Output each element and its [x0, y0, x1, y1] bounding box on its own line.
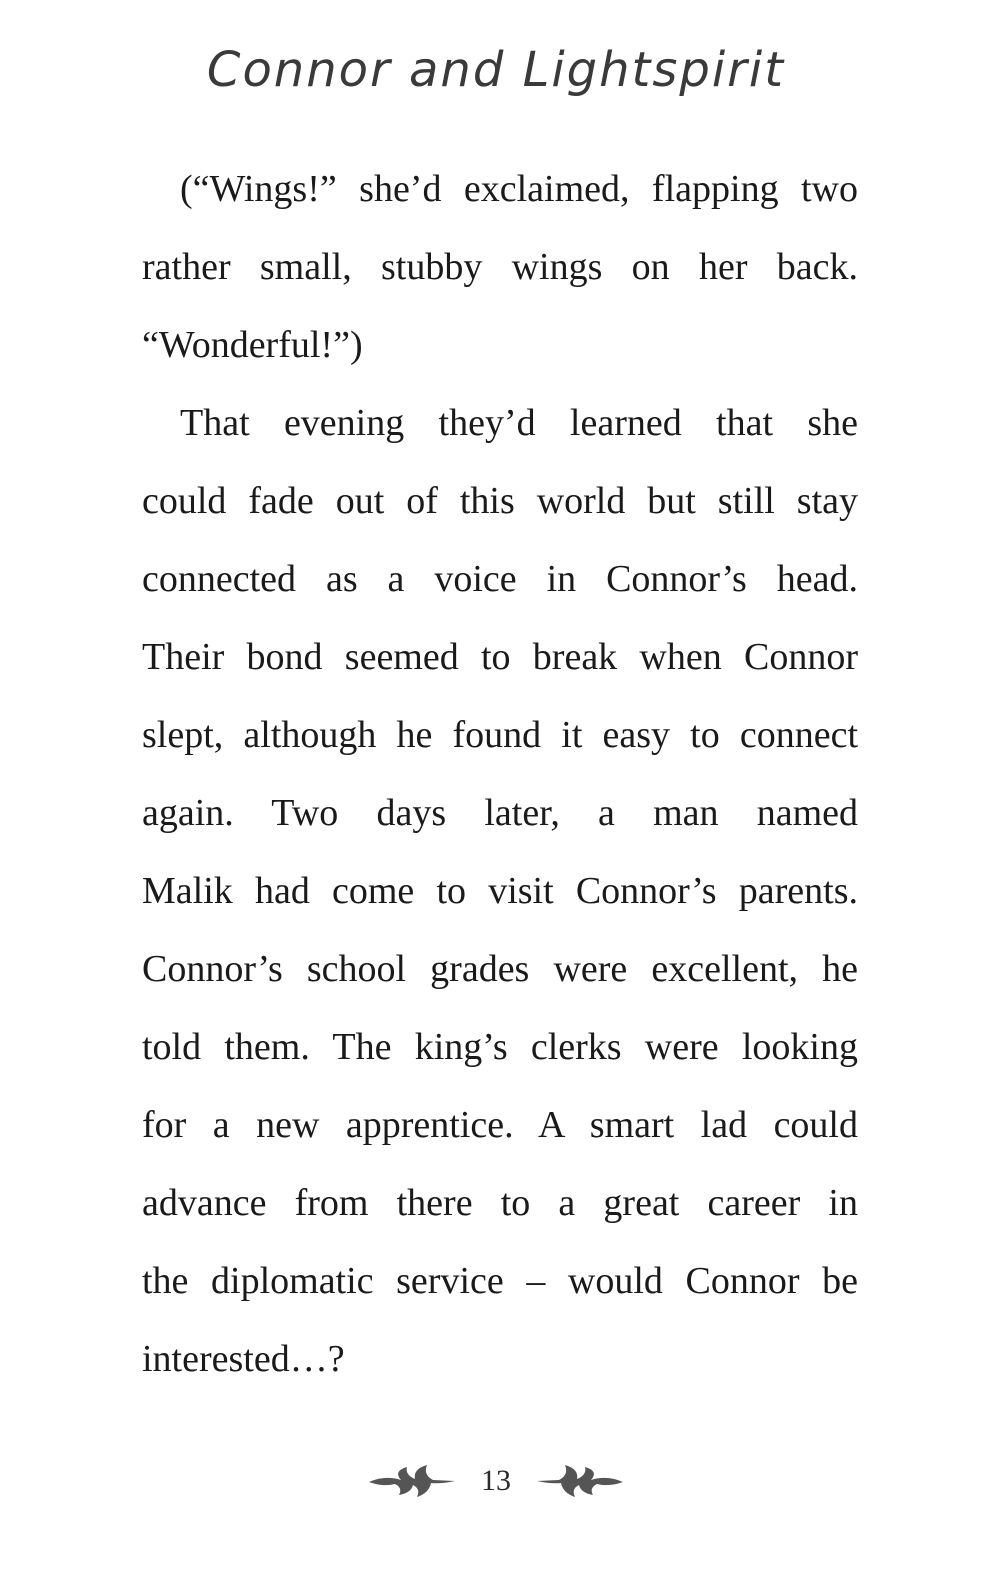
text-line: Malik had come to visit Connor’s parents.	[142, 870, 858, 912]
text-line: slept, although he found it easy to connect	[142, 714, 858, 756]
running-head: Connor and Lightspirit	[206, 42, 786, 98]
text-line: Connor’s school grades were excellent, he	[142, 948, 858, 990]
flourish-right-icon	[367, 1461, 463, 1501]
text-line: again. Two days later, a man named	[142, 792, 858, 834]
text-line: the diplomatic service – would Connor be	[142, 1260, 858, 1302]
page-footer	[0, 1456, 992, 1506]
flourish-left-icon	[529, 1461, 625, 1501]
text-line: That evening they’d learned that she	[180, 402, 858, 444]
text-line: connected as a voice in Connor’s head.	[142, 558, 858, 600]
text-line: (“Wings!” she’d exclaimed, flapping two	[180, 168, 858, 210]
text-line: advance from there to a great career in	[142, 1182, 858, 1224]
page-number: 13	[481, 1464, 511, 1497]
text-line: for a new apprentice. A smart lad could	[142, 1104, 858, 1146]
text-line: “Wonderful!”)	[142, 324, 363, 366]
text-line: told them. The king’s clerks were looking	[142, 1026, 858, 1068]
text-line: Their bond seemed to break when Connor	[142, 636, 858, 678]
text-line: interested…?	[142, 1338, 345, 1380]
text-line: rather small, stubby wings on her back.	[142, 246, 858, 288]
text-line: could fade out of this world but still stay	[142, 480, 858, 522]
body-text	[142, 150, 858, 1398]
